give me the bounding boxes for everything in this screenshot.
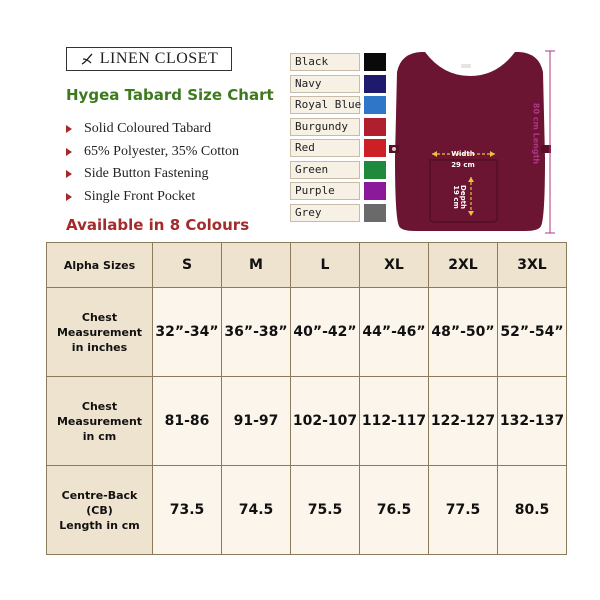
table-row [47,377,567,466]
table-header-label: Alpha Sizes [47,243,153,288]
colour-item-green [290,161,388,179]
tabard-garment [395,52,545,231]
brand-name: LINEN CLOSET [99,50,219,67]
table-cell: 48”-50” [429,288,498,377]
table-cell: 74.5 [222,466,291,555]
size-chart-table [46,242,567,555]
table-cell: 73.5 [153,466,222,555]
arrow-bullet-icon [66,193,72,201]
colour-swatch [364,139,386,157]
table-row [47,466,567,555]
table-cell: 81-86 [153,377,222,466]
colour-name: Navy [290,75,360,93]
width-value: 29 cm [451,161,475,169]
colour-item-grey [290,204,388,222]
table-cell: 44”-46” [360,288,429,377]
feature-item: Single Front Pocket [66,186,239,209]
table-cell: 77.5 [429,466,498,555]
colour-swatch [364,182,386,200]
table-cell: 75.5 [291,466,360,555]
table-cell: 76.5 [360,466,429,555]
feature-item: Solid Coloured Tabard [66,118,239,141]
table-header-row [47,243,567,288]
feature-item: Side Button Fastening [66,163,239,186]
feature-item: 65% Polyester, 35% Cotton [66,141,239,164]
button-icon [392,147,396,151]
colour-name: Royal Blue [290,96,360,114]
table-cell: 36”-38” [222,288,291,377]
row-label: Chest Measurement in inches [47,288,153,377]
colour-swatch [364,204,386,222]
length-label: 80 cm Length [531,102,541,165]
colour-swatch [364,75,386,93]
table-cell: 112-117 [360,377,429,466]
colour-swatch [364,96,386,114]
colour-name: Purple [290,182,360,200]
colour-swatch [364,118,386,136]
colour-swatch [364,53,386,71]
colour-swatch [364,161,386,179]
row-label: Chest Measurement in cm [47,377,153,466]
arrow-bullet-icon [66,148,72,156]
size-header: 2XL [429,243,498,288]
colour-name: Grey [290,204,360,222]
colour-name: Green [290,161,360,179]
table-row [47,288,567,377]
colour-name: Burgundy [290,118,360,136]
availability-note: Available in 8 Colours [66,216,250,234]
page-title: Hygea Tabard Size Chart [66,86,274,104]
table-cell: 32”-34” [153,288,222,377]
width-label: Width [451,150,475,158]
size-header: L [291,243,360,288]
colour-item-navy [290,75,388,93]
brand-logo [66,47,232,71]
colour-item-red [290,139,388,157]
feature-list [66,118,239,208]
neck-label [461,64,471,68]
colour-item-royal-blue [290,96,388,114]
depth-label: Depth [459,185,467,209]
size-header: M [222,243,291,288]
depth-value: 19 cm [452,185,460,209]
colour-item-black [290,53,388,71]
table-cell: 102-107 [291,377,360,466]
table-cell: 52”-54” [498,288,567,377]
table-cell: 40”-42” [291,288,360,377]
table-cell: 132-137 [498,377,567,466]
table-cell: 122-127 [429,377,498,466]
arrow-bullet-icon [66,125,72,133]
row-label: Centre-Back (CB) Length in cm [47,466,153,555]
colour-item-purple [290,182,388,200]
swoosh-logo-icon [80,52,94,66]
colour-name: Black [290,53,360,71]
tabard-illustration [385,50,555,235]
colour-item-burgundy [290,118,388,136]
size-header: 3XL [498,243,567,288]
table-cell: 91-97 [222,377,291,466]
colour-name: Red [290,139,360,157]
table-cell: 80.5 [498,466,567,555]
size-header: XL [360,243,429,288]
arrow-bullet-icon [66,170,72,178]
size-header: S [153,243,222,288]
